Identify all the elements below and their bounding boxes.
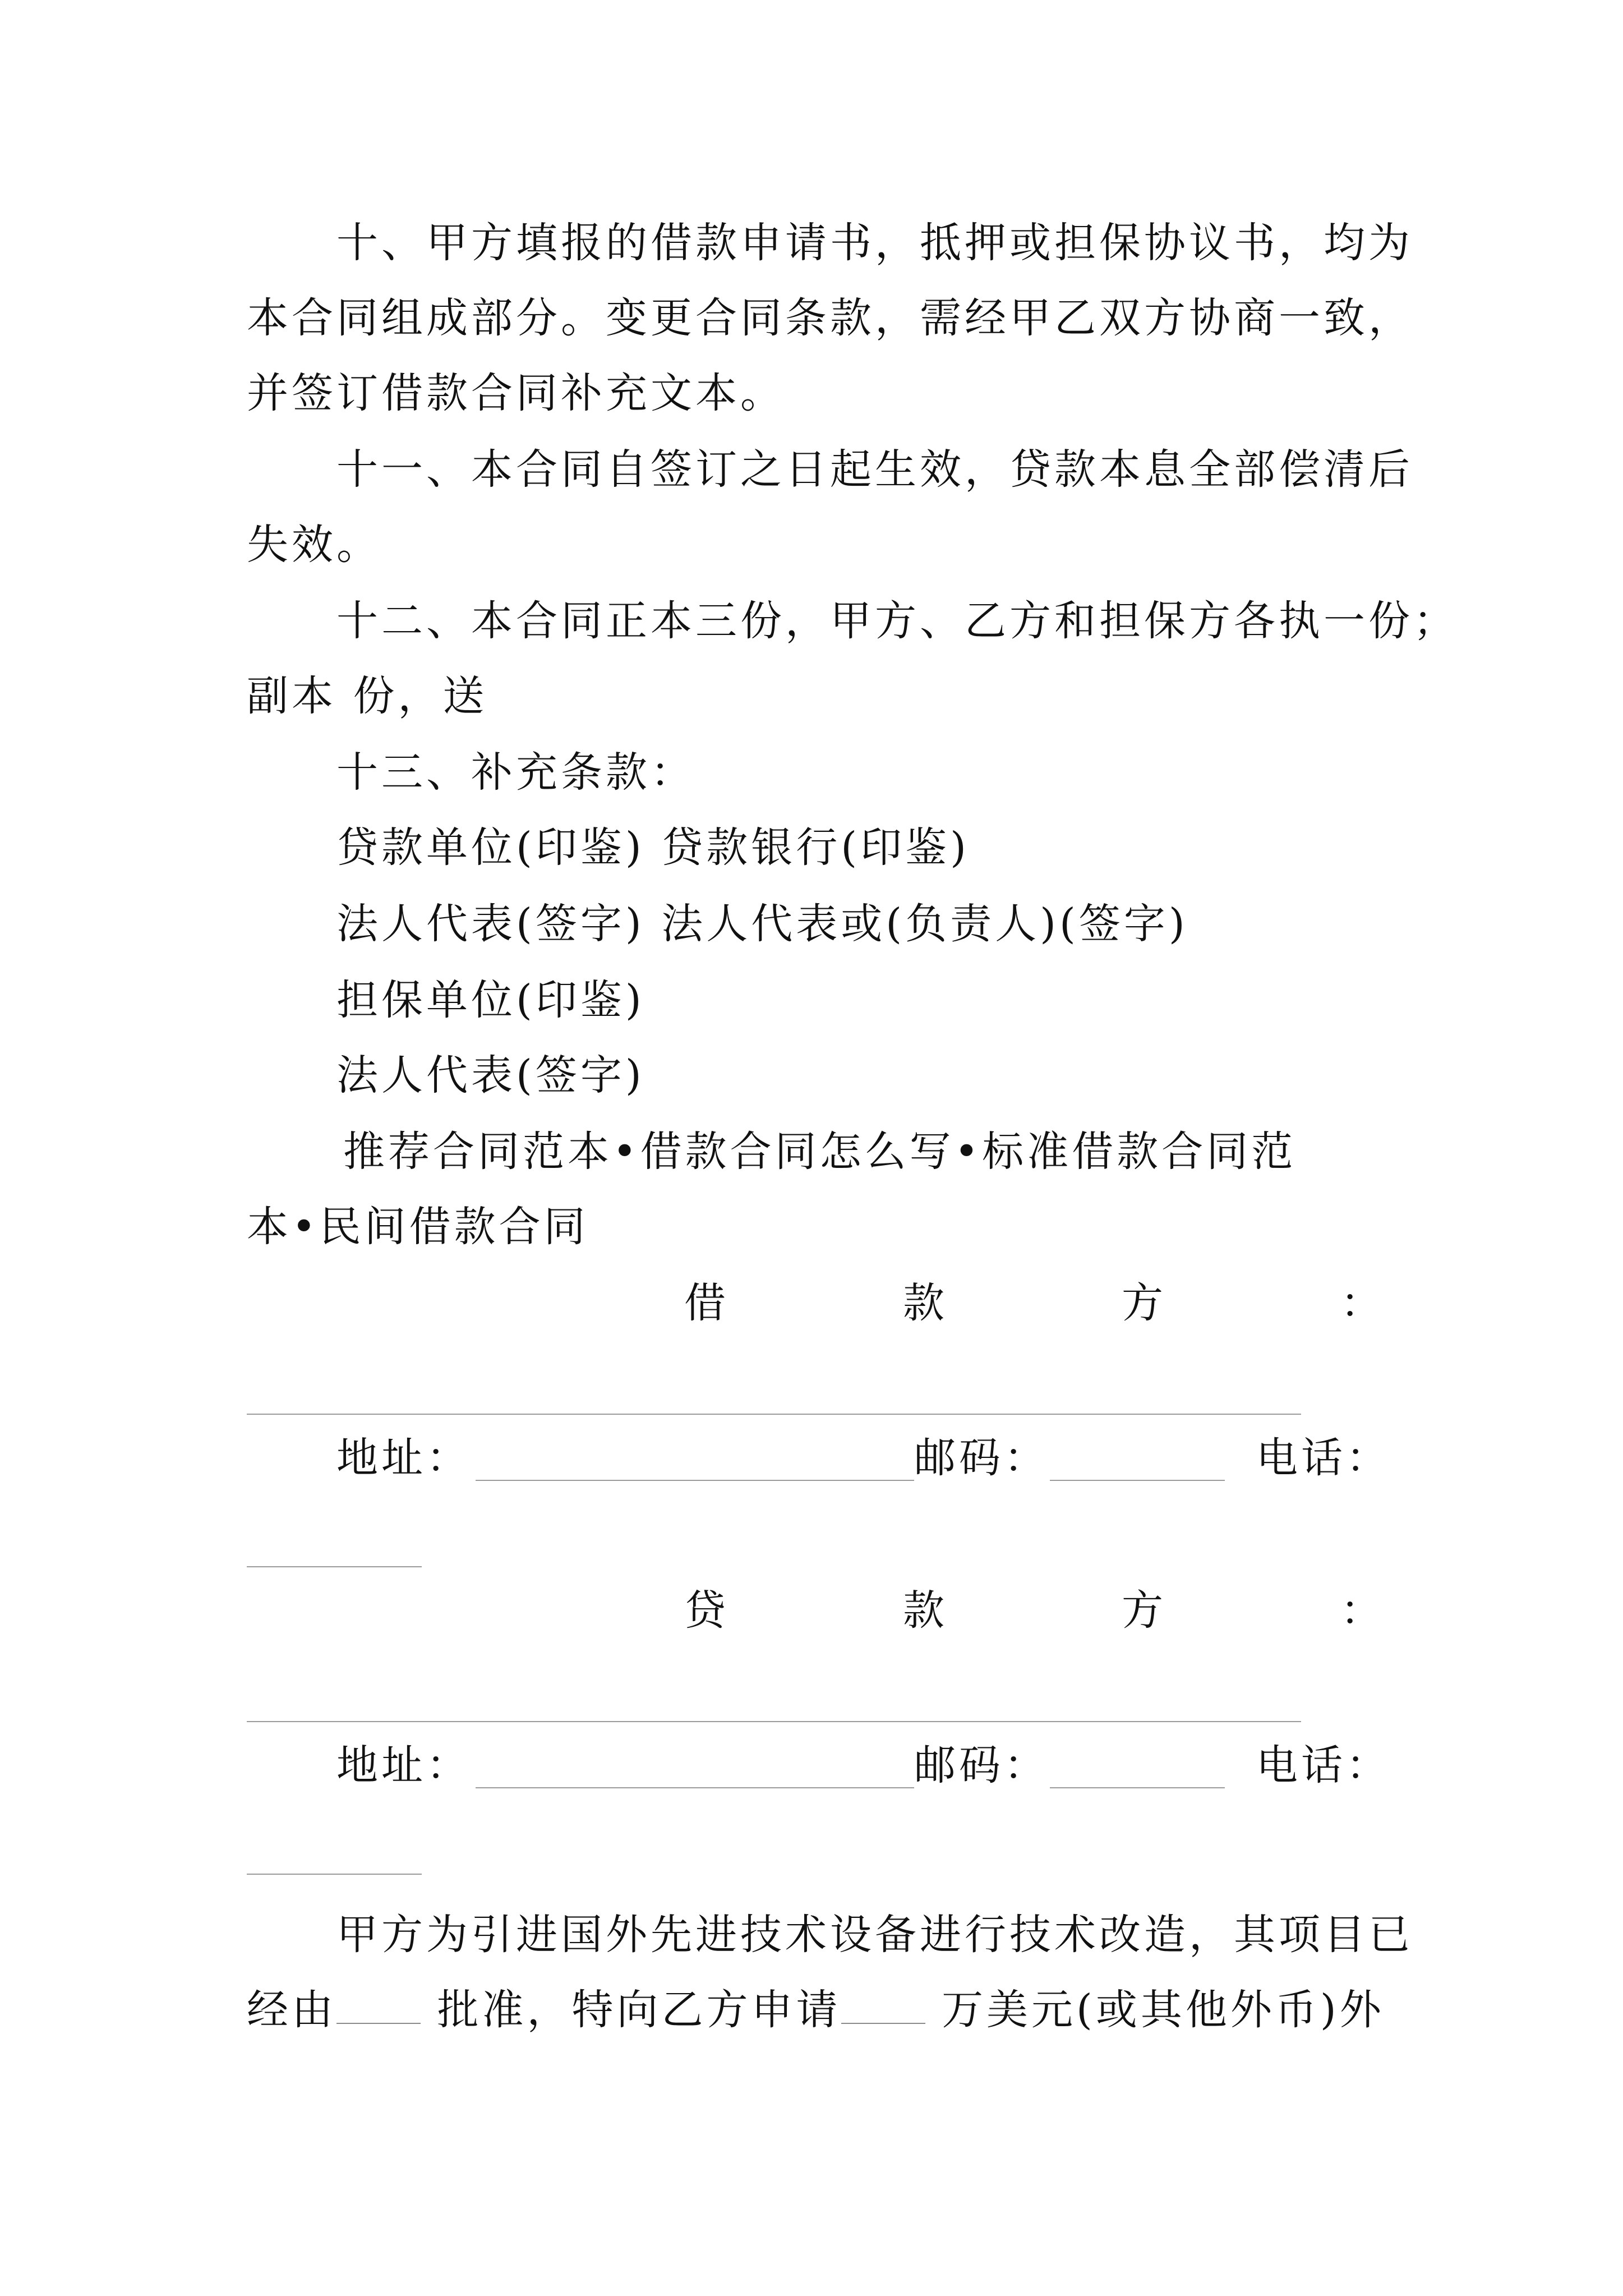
borrower-label-char-3: 方 [1122,1279,1166,1327]
approval-blank [336,1984,421,2024]
clause-11-line-2: 失效。 [247,521,381,569]
final-paragraph-line-2 [247,1979,1396,2041]
borrower-label-char-2: 款 [903,1279,948,1327]
final-line-2-part-a: 经由 [247,1986,336,2034]
borrower-postcode-rule [1050,1480,1225,1481]
lender-contact-row [336,1734,1396,1796]
borrower-address-label: 地址： [336,1434,471,1482]
lender-postcode-label: 邮码： [914,1741,1049,1789]
final-paragraph-line-1: 甲方为引进国外先进技术设备进行技术改造，其项目已 [336,1911,1413,1959]
lender-address-rule [476,1787,914,1788]
lender-address-label: 地址： [336,1741,471,1789]
borrower-phone-label: 电话： [1256,1434,1391,1482]
recommendation-line-1: 推荐合同范本•借款合同怎么写•标准借款合同范 [343,1128,1297,1176]
lender-label-char-2: 款 [903,1586,948,1635]
final-line-2-part-c: 万美元(或其他外币)外 [942,1986,1385,2034]
borrower-name-rule [247,1414,1301,1415]
recommendation-line-2: 本•民间借款合同 [247,1203,589,1251]
borrower-label-char-4: ： [1340,1279,1385,1327]
signature-line-4: 法人代表(签字) [336,1051,645,1099]
lender-label-char-3: 方 [1122,1586,1166,1635]
lender-phone-rule [247,1874,422,1875]
borrower-label-row [684,1272,1385,1334]
borrower-postcode-label: 邮码： [914,1434,1049,1482]
amount-blank [841,1984,925,2024]
lender-label-char-4: ： [1340,1586,1385,1635]
borrower-address-rule [476,1480,914,1481]
lender-phone-label: 电话： [1256,1741,1391,1789]
clause-11-line-1: 十一、本合同自签订之日起生效，贷款本息全部偿清后 [336,445,1413,494]
clause-10-line-3: 并签订借款合同补充文本。 [247,369,785,417]
clause-10-line-2: 本合同组成部分。变更合同条款，需经甲乙双方协商一致， [247,294,1413,342]
borrower-label-char-1: 借 [684,1279,729,1327]
lender-name-rule [247,1721,1301,1722]
clause-13-line-1: 十三、补充条款： [336,748,695,797]
clause-10-line-1: 十、甲方填报的借款申请书，抵押或担保协议书，均为 [336,219,1413,267]
signature-line-1: 贷款单位(印鉴) 贷款银行(印鉴) [336,823,970,872]
clause-12-line-1: 十二、本合同正本三份，甲方、乙方和担保方各执一份； [336,597,1458,645]
lender-postcode-rule [1050,1787,1225,1788]
clause-12-line-2: 副本 份，送 [247,672,488,720]
borrower-contact-row [336,1427,1396,1489]
lender-label-char-1: 贷 [684,1586,729,1635]
lender-label-row [684,1580,1385,1641]
signature-line-2: 法人代表(签字) 法人代表或(负责人)(签字) [336,900,1188,948]
borrower-phone-rule [247,1566,422,1567]
signature-line-3: 担保单位(印鉴) [336,976,645,1024]
final-line-2-part-b: 批准，特向乙方申请 [437,1986,841,2034]
